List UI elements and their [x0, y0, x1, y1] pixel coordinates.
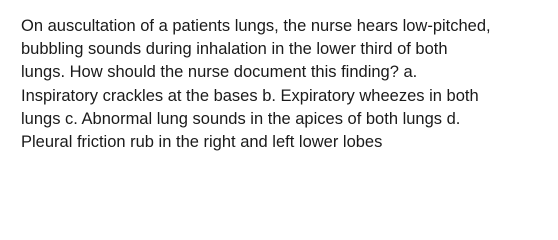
question-line-5: lungs c. Abnormal lung sounds in the apices of both lungs d.: [21, 109, 461, 128]
question-line-1: On auscultation of a patients lungs, the nurse hears low-pitched,: [21, 17, 491, 35]
question-line-4: Inspiratory crackles at the bases b. Expiratory wheezes in both: [21, 86, 479, 105]
question-text: [21, 15, 551, 154]
question-line-2: bubbling sounds during inhalation in the lower third of both: [21, 40, 448, 59]
question-line-3: lungs. How should the nurse document this finding? a.: [21, 63, 418, 82]
question-line-6: Pleural friction rub in the right and left lower lobes: [21, 133, 383, 152]
